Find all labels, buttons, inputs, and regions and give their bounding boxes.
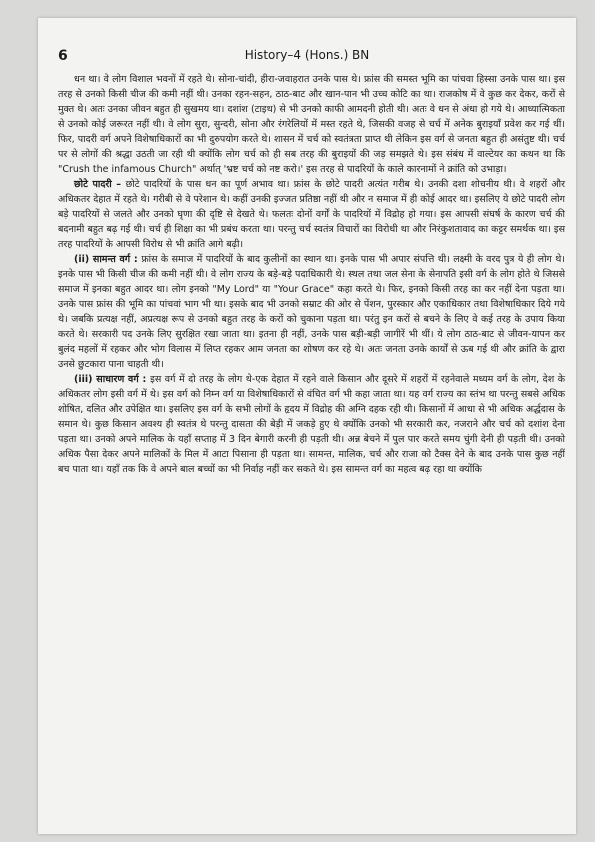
- paragraph-nobility: [58, 252, 565, 372]
- paragraph-heading: (iii) साधारण वर्ग :: [74, 374, 151, 385]
- paragraph-heading: छोटे पादरी –: [74, 179, 126, 190]
- paragraph-text: फ्रांस के समाज में पादरियों के बाद कुलीनों का स्थान था। इनके पास भी अपार संपत्ति थी। लक्ष्मी के वरद पुत्र ये ही लोग थे। इनके पास भी किसी चीज की कमी नहीं थी। वे लोग राज्य के बड़े-बड़े पदाधिकारी थे। स्थल तथा जल सेना के सेनापति इसी वर्ग के लोग होते थे जिससे समाज में इनका बहुत आदर था। लोग इनको "My Lord" या "Your Grace" कहा करते थे। फिर, इनको किसी तरह का कर नहीं देना पड़ता था। उनके पास फ्रांस की भूमि का पांचवां भाग भी था। इसके बाद भी उनको सम्राट की ओर से पेंशन, पुरस्कार और एकाधिकार तथा विशेषाधिकार दिये गये थे। जबकि प्रत्यक्ष नहीं, अप्रत्यक्ष रूप से उनको बहुत तरह के करों को चुकाना पड़ता था। परंतु इन करों से बचने के लिए वे कई तरह के उपाय किया करते थे। सरकारी पद उनके लिए सुरक्षित रखा जाता था। इतना ही नहीं, उनके पास बड़ी-बड़ी जागीरें भी थीं। ये लोग ठाठ-बाट से जीवन-यापन कर बुलंद महलों में रहकर और भोग विलास में लिप्त रहकर आम जनता का शोषण कर रहे थे। अतः जनता उनके कार्यों से ऊब गई थी और क्रांति के द्वारा उनसे छुटकारा पाना चाहती थी।: [58, 254, 565, 370]
- page-number: 6: [58, 48, 68, 64]
- paragraph-heading: (ii) सामन्त वर्ग :: [74, 254, 142, 265]
- paragraph-text: धन था। वे लोग विशाल भवनों में रहते थे। सोना-चांदी, हीरा-जवाहरात उनके पास थे। फ्रांस की समस्त भूमि का पांचवा हिस्सा उनके पास था। इस तरह से उनको किसी चीज की कमी नहीं थी। उनका रहन-सहन, ठाठ-बाट और खान-पान भी उच्च कोटि का था। राजकोष में वे कुछ कर देकर, करों से मुक्त थे। अतः उनका जीवन बहुत ही सुखमय था। दशांश (टाइथ) से भी उनको काफी आमदनी होती थी। अतः वे धन से अंधा हो गये थे। आध्यात्मिकता से उनको कोई जरूरत नहीं थी। वे लोग सुरा, सुन्दरी, सोना और रंगरेलियों में मस्त रहते थे, जिसकी वजह से चर्च में अनेक बुराइयाँ प्रवेश कर गई थीं। फिर, पादरी वर्ग अपने विशेषाधिकारों का भी दुरुपयोग करते थे। शासन में चर्च को स्वतंत्रता प्राप्त थी लेकिन इस वर्ग से जनता बहुत ही असंतुष्ट थी। चर्च पर से लोगों की श्रद्धा उठती जा रही थी क्योंकि लोग चर्च को ही सब तरह की बुराइयों की जड़ समझते थे। इस संबंध में वाल्टेयर का कथन था कि "Crush the infamous Church" अर्थात् 'भ्रष्ट चर्च को नष्ट करो।' इस तरह से पादरियों के काले कारनामों ने क्रांति को उभाड़ा।: [58, 74, 565, 175]
- running-head: History–4 (Hons.) BN: [244, 48, 370, 62]
- paragraph-small-clergy: [58, 177, 565, 252]
- paragraph-intro: [58, 72, 565, 177]
- page-body: [58, 72, 565, 477]
- document-page: [38, 18, 576, 834]
- page-header: [38, 48, 576, 68]
- paragraph-text: छोटे पादरियों के पास धन का पूर्ण अभाव था। फ्रांस के छोटे पादरी अत्यंत गरीब थे। उनकी दशा शोचनीय थी। वे शहरों और अधिकतर देहात में रहते थे। गरीबी से वे परेशान थे। कहीं उनकी इज्जत प्रतिष्ठा नहीं थी और न समाज में ही कोई आदर था। इसलिए ये छोटे पादरी लोग बड़े पादरियों से जलते और उनको घृणा की दृष्टि से देखते थे। फलतः दोनों वर्गों के पादरियों में विद्रोह हो गया। इस आपसी संघर्ष के कारण चर्च की बदनामी बहुत बढ़ गई थी। चर्च ही शिक्षा का भी प्रबंध करता था। परन्तु चर्च स्वतंत्र विचारों का विरोधी था और निरंकुशतावाद का कट्टर समर्थक था। इस तरह पादरियों के आपसी विरोध से भी क्रांति आगे बढ़ी।: [58, 179, 566, 250]
- paragraph-common-class: [58, 372, 565, 477]
- paragraph-text: इस वर्ग में दो तरह के लोग थे-एक देहात में रहने वाले किसान और दूसरे में शहरों में रहनेवाले मध्यम वर्ग के लोग, देश के अधिकतर लोग इसी वर्ग में थे। इस वर्ग को निम्न वर्ग या विशेषाधिकारों से वंचित वर्ग भी कहा जाता था। यह वर्ग राज्य का स्तंभ था परन्तु सबसे अधिक शोषित, दलित और उपेक्षित था। इसलिए इस वर्ग के सभी लोगों के हृदय में विद्रोह की अग्नि दहक रही थी। किसानों में आधा से भी अधिक अर्द्धदास के समान थे। कुछ किसान अवश्य ही स्वतंत्र थे परन्तु दासता की बेड़ी में जकड़े हुए थे क्योंकि उनको भी सरकारी कर, नजराने और चर्च को दशांश देना पड़ता था। उनको अपने मालिक के यहाँ सप्ताह में 3 दिन बेगारी करनी ही पड़ती थी। अन्न बेचने में पुल पार करते समय चुंगी देनी ही पड़ती थी। उनको अधिक पैसा देकर अपने मालिकों के मिल में आटा पिसाना ही पड़ता था। सामन्त, मालिक, चर्च और राजा को टैक्स देने के बाद उनके पास कुछ नहीं बच पाता था। यहाँ तक कि वे अपने बाल बच्चों का भी निर्वाह नहीं कर सकते थे। इस सामन्त वर्ग का महत्व बढ़ रहा था क्योंकि: [58, 374, 565, 475]
